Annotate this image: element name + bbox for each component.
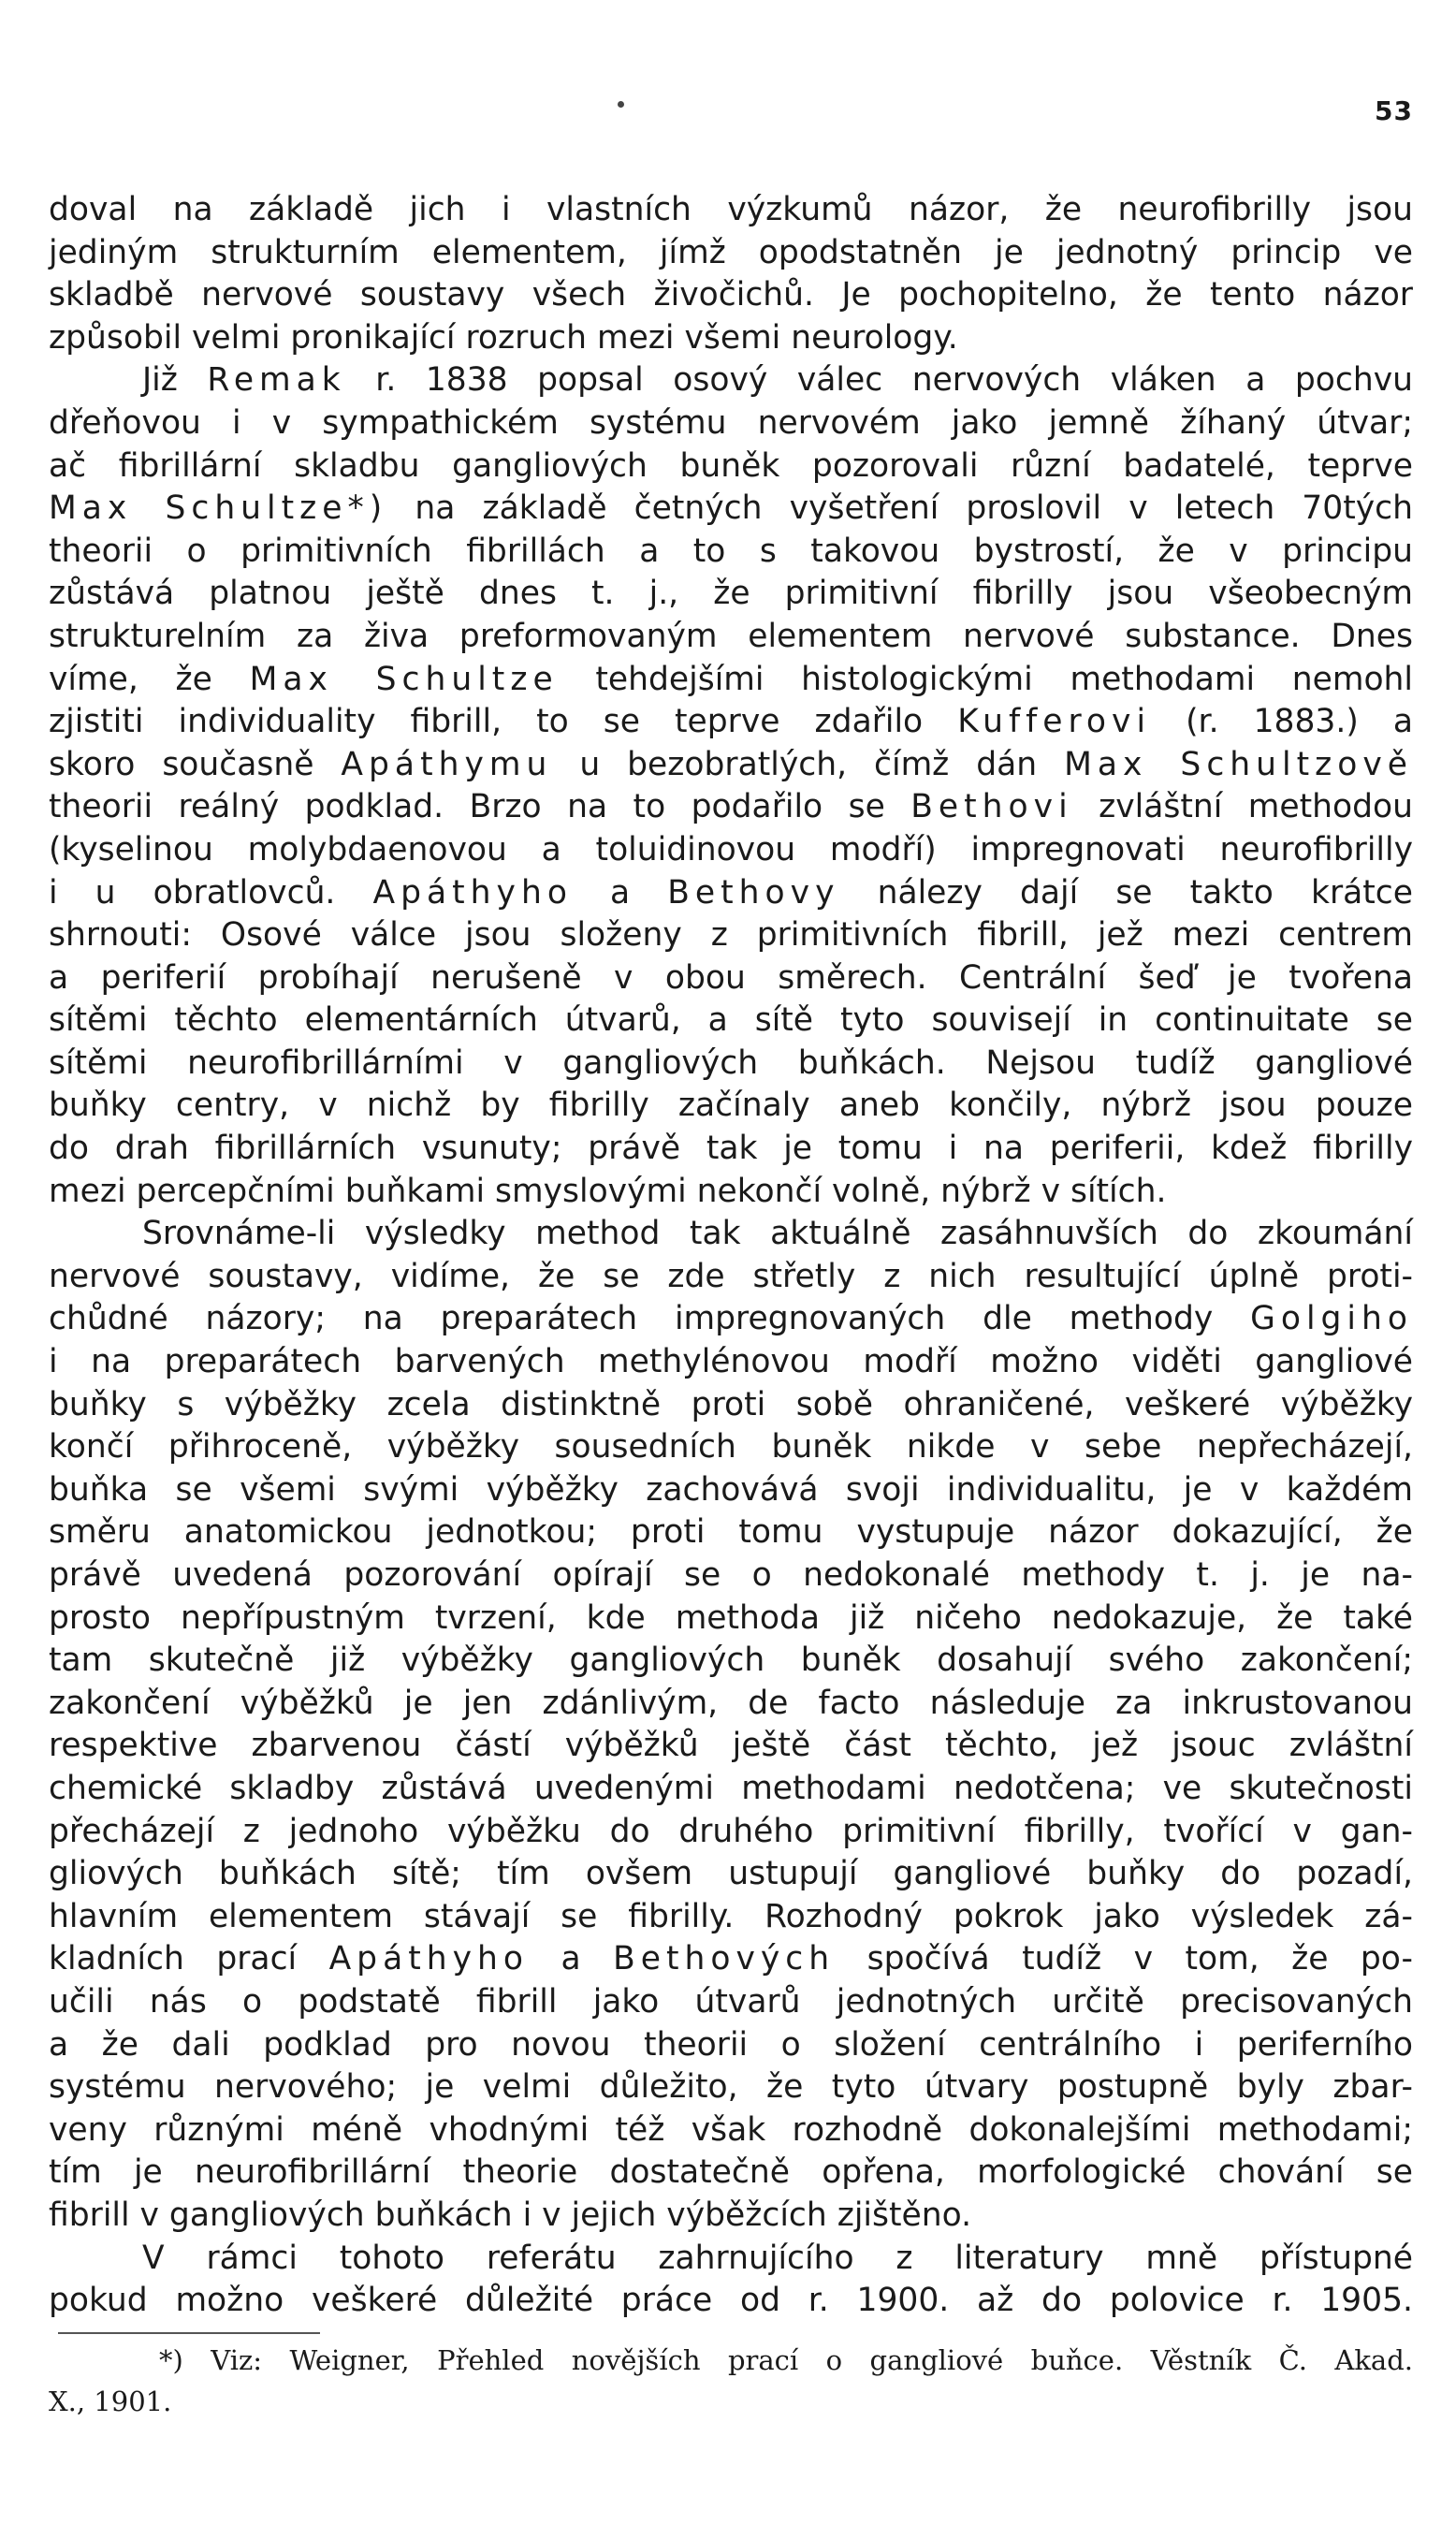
text-run: fibrill v gangliových buňkách i v jejich výběžcích zjištěno. — [49, 2196, 972, 2234]
text-run: shrnouti: Osové válce jsou složeny z primitivních fibrill, jež mezi centrem — [49, 916, 1413, 955]
footnote-rule — [58, 2332, 320, 2334]
spaced-name: Kufferovi — [957, 703, 1152, 741]
text-run: mezi percepčními buňkami smyslovými nekončí volně, nýbrž v sítích. — [49, 1172, 1167, 1210]
text-run: buňka se všemi svými výběžky zachovává svoji individualitu, je v každém — [49, 1470, 1413, 1509]
text-run: skladbě nervové soustavy všech živočichů. Je pochopitelno, že tento názor — [49, 276, 1413, 314]
text-run: chůdné názory; na preparátech impregnovaných dle methody — [49, 1300, 1251, 1338]
text-line — [49, 1000, 1413, 1043]
text-run: gliových buňkách sítě; tím ovšem ustupují gangliové buňky do pozadí, — [49, 1855, 1413, 1893]
paragraph — [49, 189, 1413, 359]
text-run: chemické skladby zůstává uvedenými methodami nedotčena; ve skutečnosti — [49, 1769, 1413, 1807]
text-run: končí přihroceně, výběžky sousedních buněk nikde v sebe nepřecházejí, — [49, 1428, 1413, 1466]
text-line — [49, 957, 1413, 1000]
text-run: a — [572, 873, 668, 912]
text-line — [49, 2152, 1413, 2195]
text-run: a že dali podklad pro novou theorii o složení centrálního i periferního — [49, 2025, 1413, 2064]
text-run: skoro současně — [49, 745, 342, 783]
text-line — [49, 1640, 1413, 1683]
spaced-name: Bethových — [613, 1940, 836, 1978]
text-run: přecházejí z jednoho výběžku do druhého primitivní fibrilly, tvořící v gan- — [49, 1812, 1413, 1850]
text-run: a — [529, 1940, 614, 1978]
text-line — [49, 2066, 1413, 2109]
text-line — [49, 2238, 1413, 2281]
text-line — [49, 2024, 1413, 2067]
text-line — [49, 2195, 1413, 2238]
text-line — [49, 274, 1413, 317]
text-line — [49, 1085, 1413, 1128]
paragraph — [49, 2238, 1413, 2323]
text-run: jediným strukturním elementem, jímž opodstatněn je jednotný princip ve — [49, 233, 1413, 271]
text-run: spočívá tudíž v tom, že po- — [835, 1940, 1414, 1978]
paragraph — [49, 359, 1413, 1213]
text-line — [49, 1896, 1413, 1939]
text-run: nálezy dají se takto krátce — [839, 873, 1414, 912]
text-run: V rámci tohoto referátu zahrnujícího z literatury mně přístupné — [142, 2239, 1413, 2277]
text-run: strukturelním za živa preformovaným elementem nervové substance. Dnes — [49, 617, 1413, 655]
text-line — [49, 1981, 1413, 2024]
text-run: respektive zbarvenou částí výběžků ještě část těchto, jež jsouc zvláštní — [49, 1727, 1413, 1765]
text-run: víme, že — [49, 660, 250, 698]
text-run: Srovnáme-li výsledky method tak aktuálně zasáhnuvších do zkoumání — [142, 1215, 1413, 1253]
text-run: i na preparátech barvených methylénovou modří možno viděti gangliové — [49, 1343, 1413, 1381]
text-run: theorii o primitivních fibrillách a to s takovou bystrostí, že v principu — [49, 532, 1413, 570]
spaced-name: Apáthyho — [372, 873, 573, 912]
text-line — [49, 786, 1413, 829]
text-run: zakončení výběžků je jen zdánlivým, de facto následuje za inkrustovanou — [49, 1684, 1413, 1722]
text-run: veny různými méně vhodnými též však rozhodně dokonalejšími methodami; — [49, 2110, 1413, 2149]
text-line — [49, 445, 1413, 489]
spaced-name: Bethovy — [667, 873, 840, 912]
text-line — [49, 1256, 1413, 1299]
footnote-line: X., 1901. — [49, 2386, 172, 2417]
text-run: pokud možno veškeré důležité práce od r. 1900. až do polovice r. 1905. — [49, 2282, 1413, 2320]
text-run: směru anatomickou jednotkou; proti tomu vystupuje názor dokazující, že — [49, 1513, 1413, 1552]
text-run: ač fibrillární skladbu gangliových buněk pozorovali různí badatelé, teprve — [49, 446, 1413, 485]
text-line — [49, 1043, 1413, 1086]
text-line — [49, 317, 1413, 360]
text-line — [49, 1213, 1413, 1256]
text-run: zůstává platnou ještě dnes t. j., že primitivní fibrilly jsou všeobecným — [49, 575, 1413, 613]
spaced-name: Bethovi — [910, 788, 1073, 826]
text-line — [49, 1554, 1413, 1598]
paragraph — [49, 1213, 1413, 2237]
spaced-name: Apáthyho — [328, 1940, 530, 1978]
text-run: hlavním elementem stávají se fibrilly. Rozhodný pokrok jako výsledek zá- — [49, 1897, 1413, 1935]
text-line — [49, 1725, 1413, 1768]
text-run: systému nervového; je velmi důležito, že tyto útvary postupně byly zbar- — [49, 2068, 1413, 2107]
text-line — [49, 1426, 1413, 1469]
text-run: na základě četných vyšetření proslovil v letech 70tých — [387, 489, 1413, 528]
text-run: buňky centry, v nichž by fibrilly začínaly aneb končily, nýbrž jsou pouze — [49, 1087, 1413, 1125]
text-run: sítěmi těchto elementárních útvarů, a sítě tyto souvisejí in continuitate se — [49, 1001, 1413, 1040]
text-run: tam skutečně již výběžky gangliových buněk dosahují svého zakončení; — [49, 1642, 1413, 1680]
text-line — [49, 744, 1413, 787]
text-line — [49, 1768, 1413, 1811]
text-run: u bezobratlých, čímž dán — [552, 745, 1065, 783]
text-run: do drah fibrillárních vsunuty; právě tak je tomu i na periferii, kdež fibrilly — [49, 1130, 1413, 1168]
spaced-name: Max Schultze*) — [49, 489, 388, 528]
footnote-line: *) Viz: Weigner, Přehled novějších prací o gangliové buňce. Věstník Č. Akad. — [159, 2344, 1413, 2376]
text-line — [49, 1128, 1413, 1171]
text-line — [49, 402, 1413, 445]
text-run: tehdejšími histologickými methodami nemohl — [558, 660, 1413, 698]
text-run: r. 1838 popsal osový válec nervových vláken a pochvu — [345, 361, 1413, 400]
page-number: 53 — [1375, 95, 1413, 126]
text-run: theorii reálný podklad. Brzo na to podařilo se — [49, 788, 911, 826]
text-line — [49, 616, 1413, 659]
text-run: způsobil velmi pronikající rozruch mezi všemi neurology. — [49, 318, 958, 357]
text-line — [49, 232, 1413, 275]
spaced-name: Apáthymu — [341, 745, 553, 783]
text-run: učili nás o podstatě fibrill jako útvarů jednotných určitě precisovaných — [49, 1982, 1413, 2021]
text-line — [49, 488, 1413, 531]
text-line — [49, 659, 1413, 702]
spaced-name: Remak — [207, 361, 346, 400]
text-run: kladních prací — [49, 1940, 329, 1978]
text-line — [49, 1511, 1413, 1554]
text-run: buňky s výběžky zcela distinktně proti sobě ohraničené, veškeré výběžky — [49, 1385, 1413, 1423]
text-run: tím je neurofibrillární theorie dostatečně opřena, morfologické chování se — [49, 2153, 1413, 2192]
text-line — [49, 2109, 1413, 2152]
text-run: (r. 1883.) a — [1151, 703, 1413, 741]
text-line — [49, 1683, 1413, 1726]
text-line — [49, 1938, 1413, 1981]
text-line — [49, 1384, 1413, 1427]
text-run: nervové soustavy, vidíme, že se zde střetly z nich resultující úplně proti- — [49, 1257, 1413, 1295]
text-run: i u obratlovců. — [49, 873, 373, 912]
text-run: (kyselinou molybdaenovou a toluidinovou modří) impregnovati neurofibrilly — [49, 830, 1413, 868]
scan-speck — [618, 101, 624, 108]
text-line — [49, 872, 1413, 915]
text-line — [49, 1298, 1413, 1341]
text-line — [49, 914, 1413, 957]
spaced-name: Max Schultze — [249, 660, 559, 698]
text-line — [49, 531, 1413, 574]
text-run: doval na základě jich i vlastních výzkumů názor, že neurofibrilly jsou — [49, 191, 1413, 228]
text-line — [49, 189, 1413, 232]
text-line — [49, 1469, 1413, 1512]
text-line — [49, 359, 1413, 402]
text-run: a periferií probíhají nerušeně v obou směrech. Centrální šeď je tvořena — [49, 958, 1413, 997]
text-line — [49, 1811, 1413, 1854]
spaced-name: Golgiho — [1250, 1300, 1413, 1338]
text-line — [49, 1171, 1413, 1214]
text-line — [49, 1853, 1413, 1896]
text-line — [49, 701, 1413, 744]
text-run: sítěmi neurofibrillárními v gangliových buňkách. Nejsou tudíž gangliové — [49, 1043, 1413, 1082]
text-line — [49, 829, 1413, 872]
text-line — [49, 1598, 1413, 1641]
text-run: zvláštní methodou — [1072, 788, 1413, 826]
text-line — [49, 573, 1413, 616]
text-run: Již — [142, 361, 208, 400]
text-run: zjistiti individuality fibrill, to se teprve zdařilo — [49, 703, 958, 741]
footnote — [49, 2340, 1413, 2422]
text-run: dřeňovou i v sympathickém systému nervovém jako jemně žíhaný útvar; — [49, 403, 1413, 442]
text-run: prosto nepřípustným tvrzení, kde methoda již ničeho nedokazuje, že také — [49, 1598, 1413, 1637]
text-line — [49, 2280, 1413, 2323]
text-line — [49, 1341, 1413, 1384]
spaced-name: Max Schultzově — [1064, 745, 1413, 783]
body-text — [49, 189, 1413, 2323]
text-run: právě uvedená pozorování opírají se o nedokonalé methody t. j. je na- — [49, 1556, 1413, 1594]
